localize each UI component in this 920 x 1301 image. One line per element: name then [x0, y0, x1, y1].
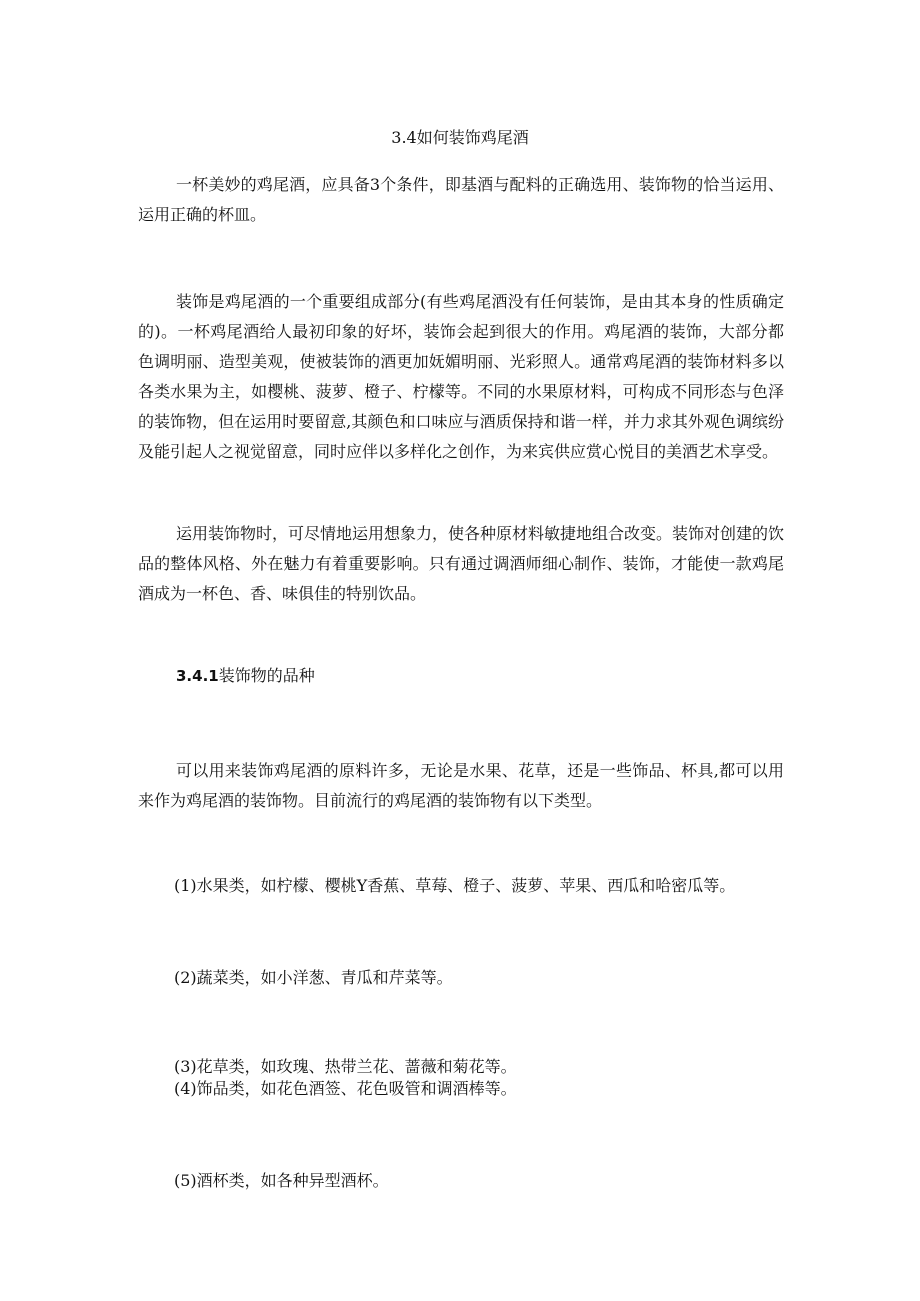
paragraph-decoration-importance: 装饰是鸡尾酒的一个重要组成部分(有些鸡尾酒没有任何装饰，是由其本身的性质确定的)。一杯鸡尾酒给人最初印象的好坏，装饰会起到很大的作用。鸡尾酒的装饰，大部分都色调明丽、造型美观，使被装饰的酒更加妩媚明丽、光彩照人。通常鸡尾酒的装饰材料多以各类水果为主，如樱桃、菠萝、橙子、柠檬等。不同的水果原材料，可构成不同形态与色泽的装饰物，但在运用时要留意,其颜色和口味应与酒质保持和谐一样，并力求其外观色调缤纷及能引起人之视觉留意，同时应伴以多样化之创作，为来宾供应赏心悦目的美酒艺术享受。 [138, 292, 784, 461]
section-number: 3.4.1 [176, 667, 219, 685]
list-item-flower: (3)花草类，如玫瑰、热带兰花、蔷薇和菊花等。 [174, 1057, 517, 1076]
section-title: 装饰物的品种 [218, 666, 315, 685]
section-intro-paragraph: 可以用来装饰鸡尾酒的原料许多，无论是水果、花草，还是一些饰品、杯具,都可以用来作为鸡尾酒的装饰物。目前流行的鸡尾酒的装饰物有以下类型。 [138, 761, 784, 810]
list-item-fruit: (1)水果类，如柠檬、樱桃Y香蕉、草莓、橙子、菠萝、苹果、西瓜和哈密瓜等。 [174, 876, 736, 895]
document-title: 3.4如何装饰鸡尾酒 [391, 128, 529, 147]
paragraph-decoration-usage: 运用装饰物时，可尽情地运用想象力，使各种原材料敏捷地组合改变。装饰对创建的饮品的整体风格、外在魅力有着重要影响。只有通过调酒师细心制作、装饰，才能使一款鸡尾酒成为一杯色、香、味俱佳的特别饮品。 [138, 524, 785, 603]
list-item-vegetable: (2)蔬菜类，如小洋葱、青瓜和芹菜等。 [174, 968, 453, 987]
list-item-glassware: (5)酒杯类，如各种异型酒杯。 [174, 1171, 389, 1190]
paragraph-intro: 一杯美妙的鸡尾酒，应具备3个条件，即基酒与配料的正确选用、装饰物的恰当运用、运用正确的杯皿。 [138, 175, 784, 224]
list-item-ornament: (4)饰品类，如花色酒签、花色吸管和调酒棒等。 [174, 1079, 517, 1098]
section-heading [176, 664, 315, 688]
